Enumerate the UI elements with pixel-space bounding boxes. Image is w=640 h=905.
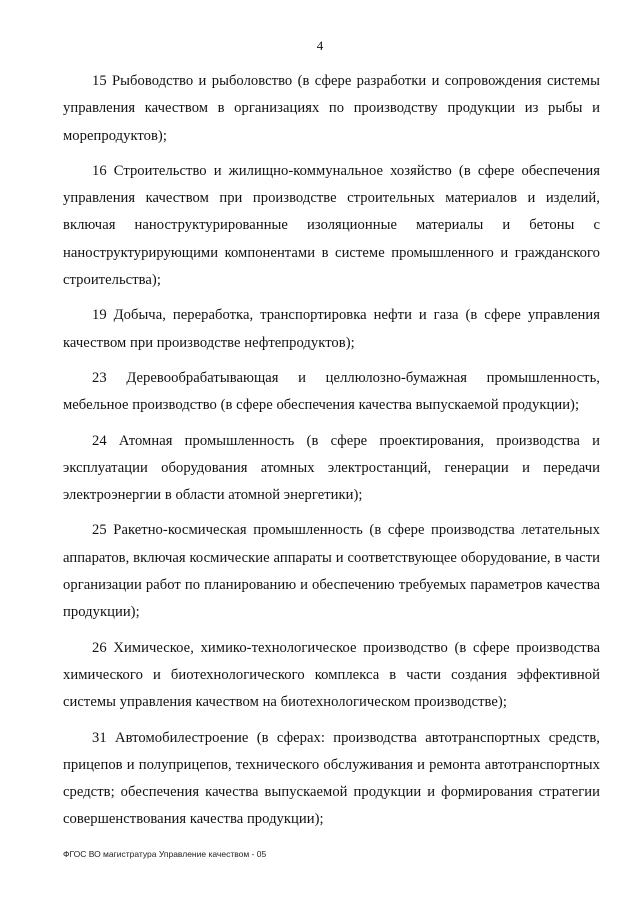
paragraph-25: 25 Ракетно-космическая промышленность (в сфере производства летательных аппаратов, включая космические аппараты и соответствующее оборудование, в части организации работ по планированию и обеспечению требуемых параметров качества продукции);: [63, 522, 600, 621]
paragraph-31: 31 Автомобилестроение (в сферах: производства автотранспортных средств, прицепов и полуприцепов, технического обслуживания и ремонта автотранспортных средств; обеспечения качества выпускаемой продукции и формирования стратегии совершенствования качества продукции);: [63, 729, 600, 828]
paragraph-19: 19 Добыча, переработка, транспортировка нефти и газа (в сфере управления качеством при производстве нефтепродуктов);: [63, 307, 600, 351]
page-footer: ФГОС ВО магистратура Управление качеством - 05: [63, 849, 267, 859]
paragraph-24: 24 Атомная промышленность (в сфере проектирования, производства и эксплуатации оборудования атомных электростанций, генерации и передачи электроэнергии в области атомной энергетики);: [63, 432, 600, 504]
paragraph-26: 26 Химическое, химико-технологическое производство (в сфере производства химического и биотехнологического комплекса в части создания эффективной системы управления качеством на биотехнологическом производстве);: [63, 639, 600, 711]
page-number: 4: [316, 38, 324, 53]
paragraph-16: 16 Строительство и жилищно-коммунальное хозяйство (в сфере обеспечения управления качеством при производстве строительных материалов и изделий, включая наноструктурированные изоляционные материалы и бетоны с наноструктурирующими компонентами в системе промышленного и гражданского строительства);: [63, 162, 600, 289]
paragraph-23: 23 Деревообрабатывающая и целлюлозно-бумажная промышленность, мебельное производство (в сфере обеспечения качества выпускаемой продукции);: [63, 369, 600, 414]
document-body: [63, 68, 600, 842]
paragraph-15: 15 Рыбоводство и рыболовство (в сфере разработки и сопровождения системы управления качеством в организациях по производству продукции из рыбы и морепродуктов);: [63, 73, 600, 144]
